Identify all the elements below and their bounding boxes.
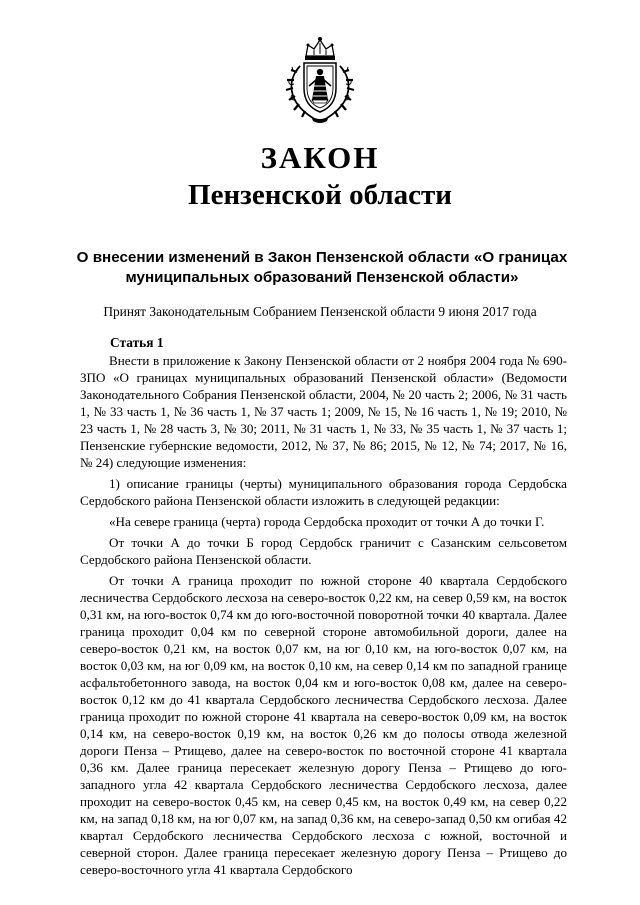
document-title: ЗАКОН <box>260 140 380 175</box>
coat-of-arms-emblem <box>283 36 357 124</box>
paragraph: 1) описание границы (черты) муниципального образования города Сердобска Сердобского района Пензенской области изложить в следующей редакции: <box>80 476 567 508</box>
paragraph: От точки А граница проходит по южной стороне 40 квартала Сердобского лесничества Сердобского лесхоза на северо-восток 0,22 км, на север 0,59 км, на восток 0,31 км, на юго-восток 0,74 км до юго-восточной поворотной точки 40 квартала. Далее граница проходит 0,04 км по северной стороне автомобильной дороги, далее на северо-восток 0,21 км, на восток 0,07 км, на юг 0,10 км, на юго-восток 0,07 км, на восток 0,03 км, на юг 0,09 км, на восток 0,10 км, на север 0,14 км по западной границе асфальтобетонного завода, на восток 0,04 км и юго-восток 0,08 км, далее на северо-восток 0,12 км до 41 квартала Сердобского лесничества Сердобского лесхоза. Далее граница проходит по южной стороне 41 квартала на северо-восток 0,09 км, на восток 0,14 км, на северо-восток 0,19 км, на восток 0,26 км до полосы отвода железной дороги Пенза – Ртищево, далее на северо-восток по восточной стороне 41 квартала 0,36 км. Далее граница пересекает железную дорогу Пенза – Ртищево до юго-западного угла 42 квартала Сердобского лесничества Сердобского лесхоза, далее проходит на северо-восток 0,45 км, на север 0,45 км, на восток 0,49 км, на север 0,22 км, на запад 0,18 км, на юг 0,07 км, на запад 0,36 км, на северо-запад 0,50 км огибая 42 квартал Сердобского лесничества Сердобского лесхоза с южной, восточной и северной сторон. Далее граница пересекает железную дорогу Пенза – Ртищево до северо-восточного угла 41 квартала Сердобского <box>80 573 567 877</box>
law-heading: О внесении изменений в Закон Пензенской области «О границах муниципальных образований Пензенской области» <box>76 249 568 286</box>
adoption-note: Принят Законодательным Собранием Пензенской области 9 июня 2017 года <box>103 304 537 319</box>
paragraph: Внести в приложение к Закону Пензенской области от 2 ноября 2004 года № 690-ЗПО «О границах муниципальных образований Пензенской области» (Ведомости Законодательного Собрания Пензенской области, 2004, № 20 часть 2; 2006, № 31 часть 1, № 33 часть 1, № 36 часть 1, № 37 часть 1; 2009, № 15, № 16 часть 1, № 19; 2010, № 23 часть 1, № 28 часть 3, № 30; 2011, № 31 часть 1, № 33, № 35 часть 1, № 37 часть 1; Пензенские губернские ведомости, 2012, № 37, № 86; 2015, № 12, № 74; 2017, № 16, № 24) следующие изменения: <box>80 353 567 470</box>
document-subtitle: Пензенской области <box>188 179 452 211</box>
paragraph: «На севере граница (черта) города Сердобска проходит от точки А до точки Г. <box>109 514 545 529</box>
article-title: Статья 1 <box>110 335 164 350</box>
paragraph: От точки А до точки Б город Сердобск граничит с Сазанским сельсоветом Сердобского района Пензенской области. <box>80 535 567 567</box>
article-body <box>80 352 567 878</box>
